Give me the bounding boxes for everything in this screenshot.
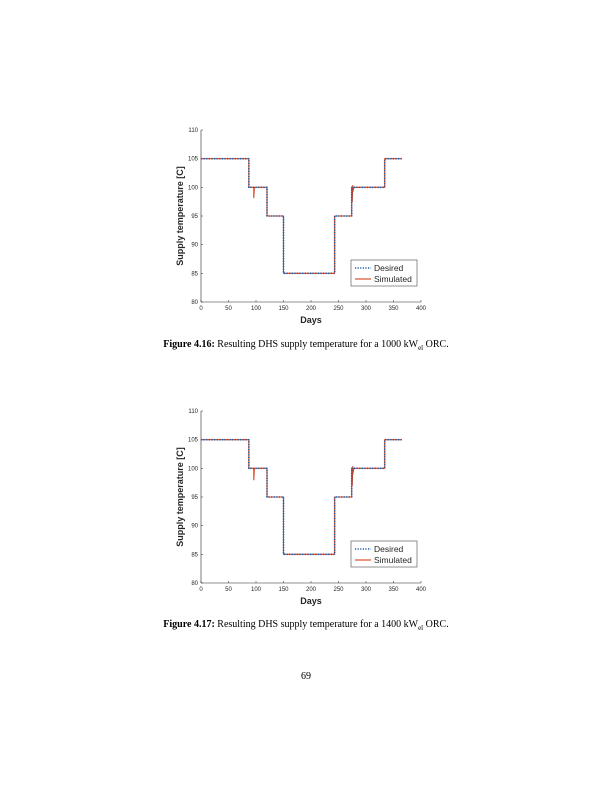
y-tick-label: 90 <box>191 242 198 249</box>
y-axis-title: Supply temperature [C] <box>175 447 185 547</box>
page-number: 69 <box>301 671 311 682</box>
x-tick-label: 200 <box>305 587 317 593</box>
y-tick-label: 90 <box>191 523 198 530</box>
x-tick-label: 200 <box>305 306 317 312</box>
y-tick-label: 85 <box>191 271 198 278</box>
x-tick-label: 0 <box>199 587 203 593</box>
figure-label: Figure 4.17: <box>163 619 215 630</box>
x-tick-label: 350 <box>388 306 399 312</box>
plot-area <box>175 409 427 606</box>
x-axis-title: Days <box>300 596 322 606</box>
caption-text: Resulting DHS supply temperature for a 1400 kW <box>217 619 419 630</box>
y-axis-title: Supply temperature [C] <box>175 166 185 266</box>
y-tick-label: 110 <box>188 409 198 415</box>
legend-label: Simulated <box>374 555 412 565</box>
x-tick-label: 100 <box>250 587 262 593</box>
legend-label: Desired <box>374 544 404 554</box>
x-tick-label: 300 <box>360 587 372 593</box>
y-tick-label: 95 <box>191 214 198 220</box>
y-tick-label: 100 <box>187 185 198 192</box>
y-tick-label: 100 <box>187 466 198 473</box>
x-tick-label: 150 <box>278 587 289 593</box>
y-tick-label: 85 <box>191 552 198 559</box>
x-tick-label: 400 <box>415 306 427 312</box>
caption-text-end: ORC. <box>423 339 449 350</box>
x-tick-label: 350 <box>388 587 399 593</box>
series-line-desired <box>201 440 402 555</box>
series-line-simulated <box>201 440 402 555</box>
figure-caption-4-17 <box>0 619 612 632</box>
x-tick-label: 0 <box>199 306 203 312</box>
x-tick-label: 150 <box>278 306 289 312</box>
legend-label: Desired <box>374 263 404 273</box>
x-tick-label: 50 <box>225 587 232 593</box>
caption-subscript: el <box>418 344 424 352</box>
x-tick-label: 300 <box>360 306 372 312</box>
caption-text: Resulting DHS supply temperature for a 1000 kW <box>217 339 419 350</box>
legend-label: Simulated <box>374 274 412 284</box>
x-tick-label: 250 <box>333 587 344 593</box>
x-tick-label: 50 <box>225 306 232 312</box>
y-tick-label: 80 <box>191 300 198 306</box>
x-tick-label: 250 <box>333 306 344 312</box>
y-tick-label: 80 <box>191 581 198 587</box>
x-axis-title: Days <box>300 315 322 325</box>
x-tick-label: 400 <box>415 587 427 593</box>
figure-label: Figure 4.16: <box>163 339 215 350</box>
y-tick-label: 105 <box>187 156 198 163</box>
caption-text-end: ORC. <box>423 619 449 630</box>
caption-subscript: el <box>418 624 424 632</box>
x-tick-label: 100 <box>250 306 262 312</box>
y-tick-label: 95 <box>191 495 198 501</box>
y-tick-label: 110 <box>188 128 198 134</box>
y-tick-label: 105 <box>187 437 198 444</box>
